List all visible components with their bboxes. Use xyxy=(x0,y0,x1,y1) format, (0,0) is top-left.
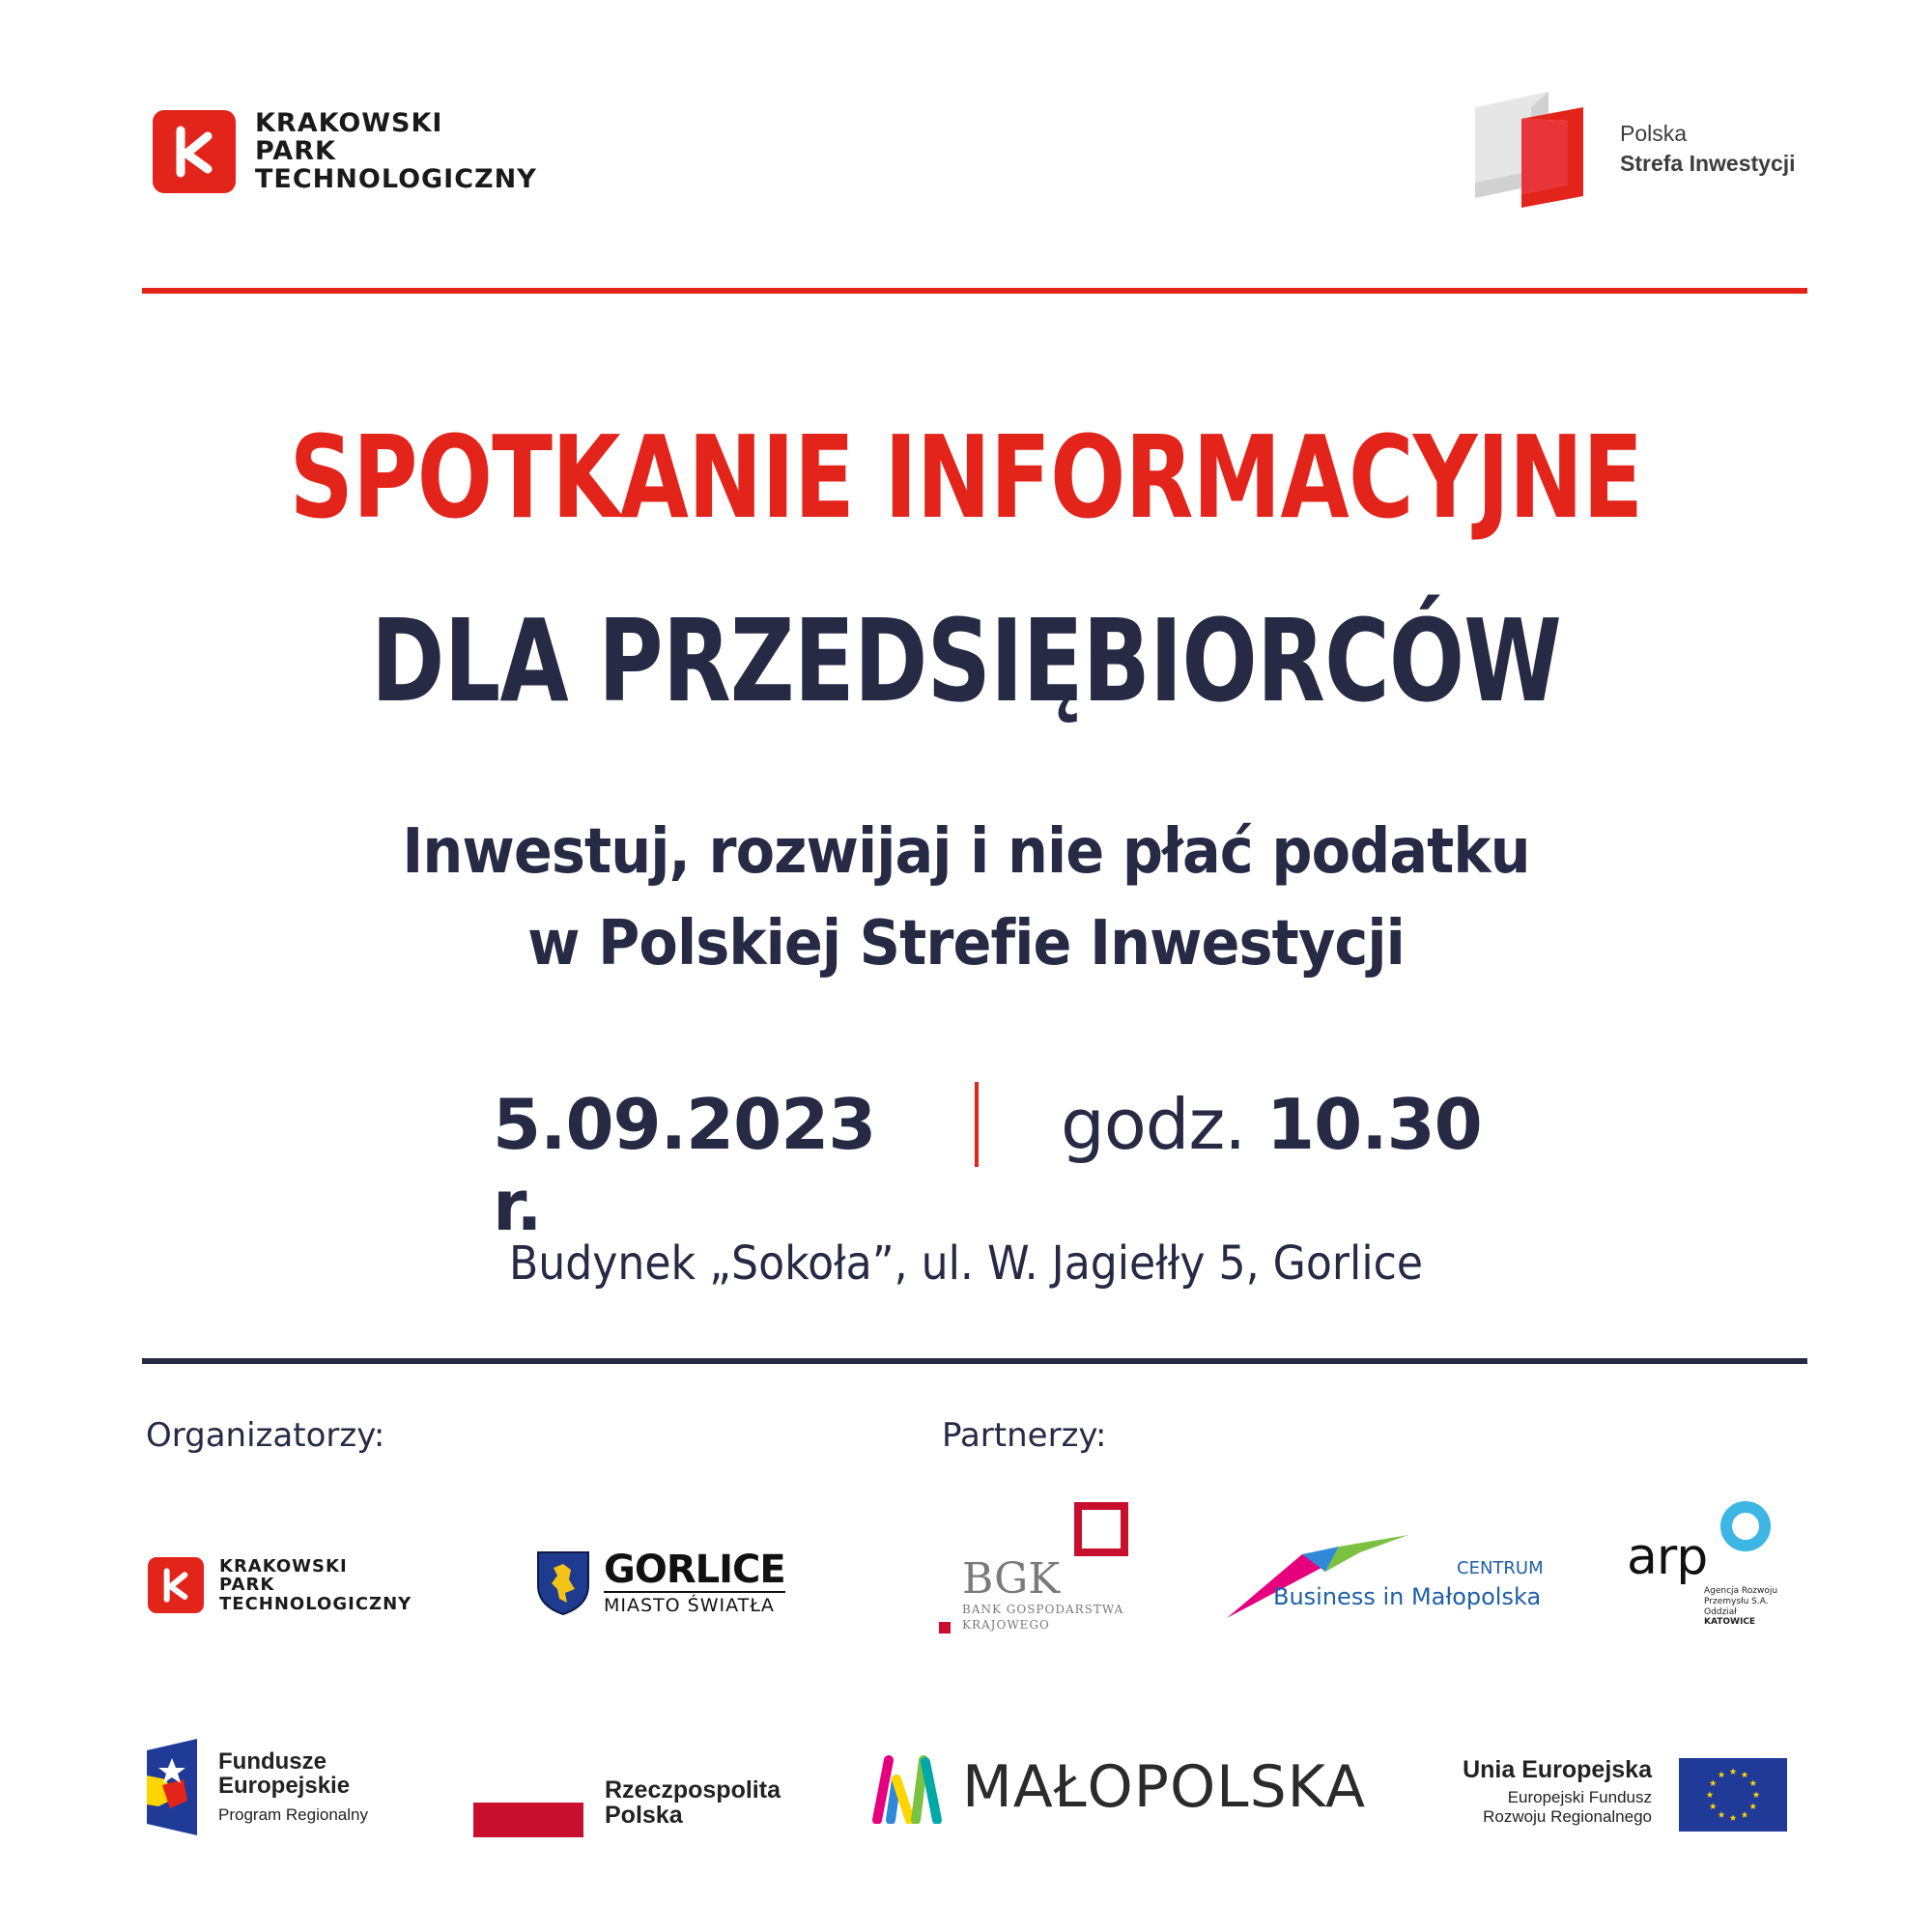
malopolska-logo xyxy=(871,1750,1366,1824)
fe-line-2: Europejskie xyxy=(218,1773,351,1799)
kpt-line-1: KRAKOWSKI xyxy=(255,108,443,138)
rp-line-1: Rzeczpospolita xyxy=(605,1776,781,1804)
gorlice-tagline: MIASTO ŚWIATŁA xyxy=(604,1591,785,1616)
kpt-org-line-3: TECHNOLOGICZNY xyxy=(219,1593,412,1614)
eu-flag-icon xyxy=(1679,1758,1787,1832)
ue-line-3: Rozwoju Regionalnego xyxy=(1483,1807,1652,1826)
bgk-line-1: BANK GOSPODARSTWA xyxy=(962,1603,1124,1616)
gorlice-name: GORLICE xyxy=(604,1548,785,1592)
arp-line-2: Przemysłu S.A. xyxy=(1704,1596,1769,1606)
time-prefix: godz. xyxy=(1061,1084,1246,1165)
business-in-malopolska-logo xyxy=(1225,1531,1553,1628)
kpt-header-logo xyxy=(153,109,537,193)
title-line-1: SPOTKANIE INFORMACYJNE xyxy=(289,411,1643,544)
event-time xyxy=(1061,1084,1544,1165)
ue-line-2: Europejski Fundusz xyxy=(1507,1788,1652,1806)
bgk-square-icon xyxy=(1074,1502,1128,1556)
bgk-line-2: KRAJOWEGO xyxy=(962,1618,1050,1632)
gorlice-crest-icon xyxy=(536,1550,590,1616)
bim-name: Business in Małopolska xyxy=(1273,1583,1542,1610)
title-line-2: DLA PRZEDSIĘBIORCÓW xyxy=(370,594,1562,727)
fe-flag-icon xyxy=(145,1737,199,1837)
arp-logo xyxy=(1627,1499,1781,1634)
arp-ring-icon xyxy=(1719,1499,1773,1553)
psi-logo xyxy=(1473,90,1796,208)
fe-line-1: Fundusze xyxy=(218,1747,327,1775)
kpt-line-3: TECHNOLOGICZNY xyxy=(255,164,537,195)
fe-line-3: Program Regionalny xyxy=(218,1805,368,1825)
bim-label: CENTRUM xyxy=(1457,1558,1544,1578)
rp-line-2: Polska xyxy=(605,1802,683,1829)
event-date: 5.09.2023 r. xyxy=(493,1084,876,1246)
rzeczpospolita-polska-logo xyxy=(473,1768,781,1837)
kpt-organizer-mark-icon xyxy=(148,1557,204,1613)
psi-line-2: Strefa Inwestycji xyxy=(1620,151,1796,176)
bgk-name: BGK xyxy=(962,1554,1061,1604)
arp-name: arp xyxy=(1627,1528,1708,1586)
bottom-navy-rule xyxy=(142,1358,1807,1364)
date-time-separator xyxy=(975,1082,979,1167)
top-red-rule xyxy=(142,288,1807,294)
subtitle-line-1: Inwestuj, rozwijaj i nie płać podatku xyxy=(402,816,1530,888)
ue-line-1: Unia Europejska xyxy=(1463,1756,1652,1783)
event-location: Budynek „Sokoła”, ul. W. Jagiełły 5, Gorlice xyxy=(508,1236,1424,1291)
psi-line-1: Polska xyxy=(1620,120,1688,146)
arp-line-1: Agencja Rozwoju xyxy=(1704,1586,1778,1596)
unia-europejska-logo xyxy=(1449,1756,1787,1833)
time-value: 10.30 xyxy=(1266,1084,1482,1165)
kpt-org-line-2: PARK xyxy=(219,1575,275,1596)
fundusze-europejskie-logo xyxy=(145,1737,368,1837)
organizers-label: Organizatorzy: xyxy=(146,1416,385,1455)
polish-flag-icon xyxy=(473,1768,583,1837)
psi-mark-icon xyxy=(1473,90,1589,208)
arp-line-3: Oddział xyxy=(1704,1606,1737,1617)
kpt-mark-icon xyxy=(153,110,236,193)
kpt-org-line-1: KRAKOWSKI xyxy=(219,1556,348,1577)
arp-line-4: KATOWICE xyxy=(1704,1617,1756,1628)
bgk-logo xyxy=(939,1502,1132,1637)
subtitle-line-2: w Polskiej Strefie Inwestycji xyxy=(527,908,1405,980)
bgk-small-square-icon xyxy=(939,1622,951,1634)
partners-label: Partnerzy: xyxy=(942,1416,1107,1455)
kpt-line-2: PARK xyxy=(255,136,336,167)
gorlice-logo xyxy=(536,1550,785,1616)
kpt-organizer-logo xyxy=(148,1557,412,1613)
malopolska-mark-icon xyxy=(871,1750,945,1824)
malopolska-name: MAŁOPOLSKA xyxy=(962,1753,1367,1821)
